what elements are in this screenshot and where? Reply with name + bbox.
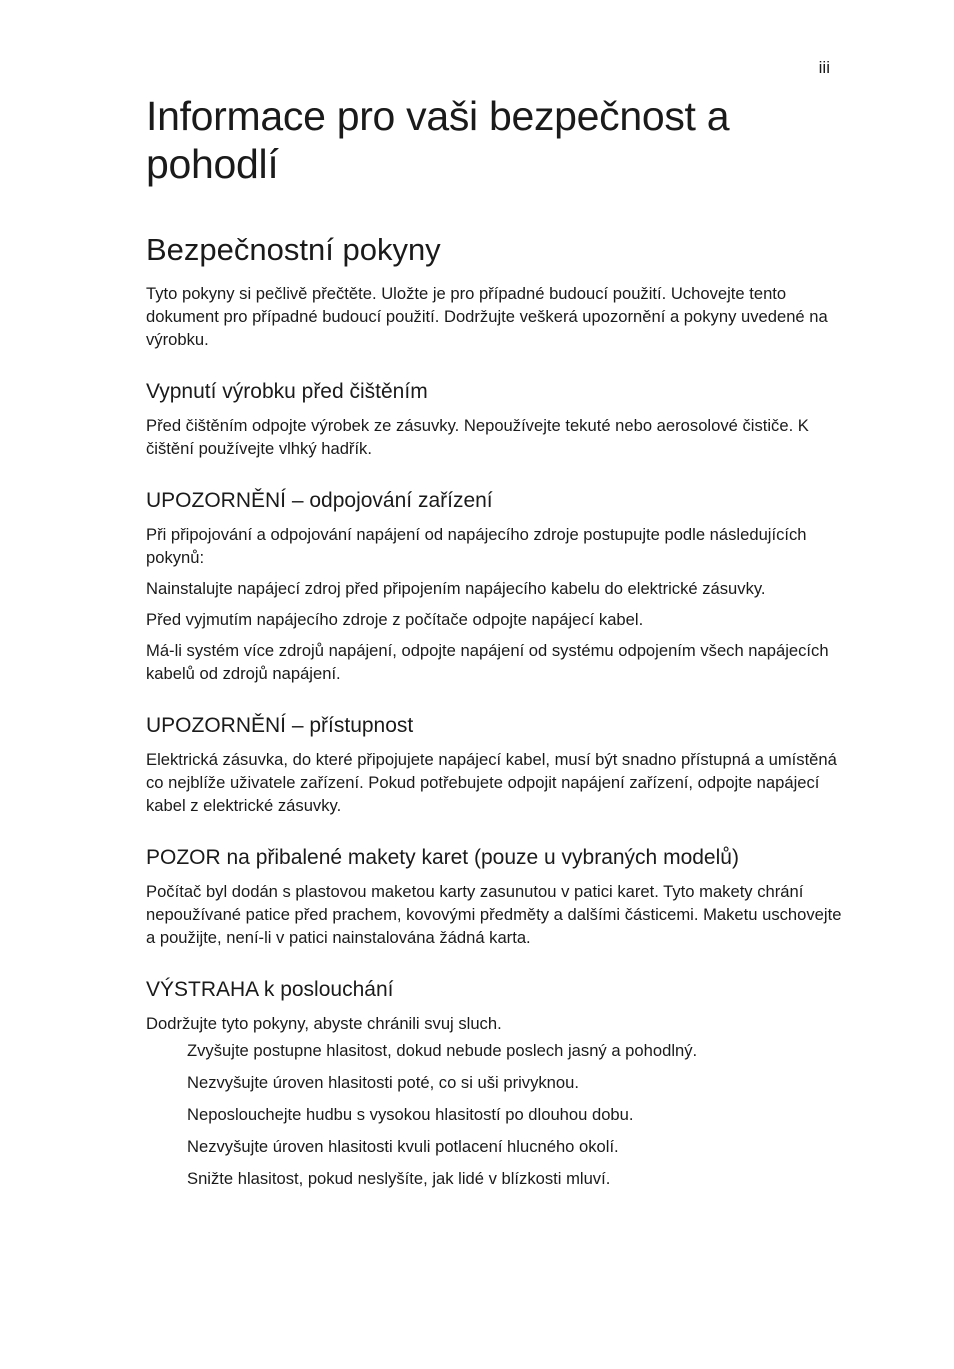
list-item: Neposlouchejte hudbu s vysokou hlasitostí po dlouhou dobu.	[187, 1105, 634, 1124]
page-number: iii	[818, 58, 830, 77]
list-item: Nezvyšujte úroven hlasitosti kvuli potlacení hlucného okolí.	[187, 1137, 619, 1156]
paragraph: Má-li systém více zdrojů napájení, odpojte napájení od systému odpojením všech napájecích kabelů od zdrojů napájení.	[146, 641, 829, 683]
section-heading: Vypnutí výrobku před čištěním	[146, 380, 428, 403]
paragraph: Počítač byl dodán s plastovou maketou karty zasunutou v patici karet. Tyto makety chrání nepoužívané patice před prachem, kovovými předměty a dalšími částicemi. Maketu uschovejte a použijte, není-li v patici nainstalována žádná karta.	[146, 882, 842, 947]
paragraph: Elektrická zásuvka, do které připojujete napájecí kabel, musí být snadno přístupná a umístěná co nejblíže uživatele zařízení. Pokud potřebujete odpojit napájení zařízení, odpojte napájecí kabel z elektrické zásuvky.	[146, 750, 837, 815]
paragraph: Před čištěním odpojte výrobek ze zásuvky. Nepoužívejte tekuté nebo aerosolové čističe. K čištění používejte vlhký hadřík.	[146, 416, 809, 458]
list-item: Zvyšujte postupne hlasitost, dokud nebude poslech jasný a pohodlný.	[187, 1041, 698, 1060]
list-item: Snižte hlasitost, pokud neslyšíte, jak lidé v blízkosti mluví.	[187, 1169, 611, 1188]
page-title: Informace pro vaši bezpečnost a pohodlí	[146, 93, 730, 187]
section-heading: UPOZORNĚNÍ – odpojování zařízení	[146, 489, 493, 512]
section-title: Bezpečnostní pokyny	[146, 232, 441, 267]
intro-paragraph: Tyto pokyny si pečlivě přečtěte. Uložte je pro případné budoucí použití. Uchovejte tento dokument pro případné budoucí použití. Dodržujte veškerá upozornění a pokyny uvedené na výrobku.	[146, 284, 828, 349]
hearing-tips-list	[146, 1039, 846, 1190]
section-heading: UPOZORNĚNÍ – přístupnost	[146, 714, 414, 737]
document-body	[146, 92, 846, 1199]
section-heading: VÝSTRAHA k poslouchání	[146, 978, 394, 1001]
paragraph: Dodržujte tyto pokyny, abyste chránili svuj sluch.	[146, 1014, 502, 1033]
paragraph: Při připojování a odpojování napájení od napájecího zdroje postupujte podle následujících pokynů:	[146, 525, 807, 567]
paragraph: Před vyjmutím napájecího zdroje z počítače odpojte napájecí kabel.	[146, 610, 644, 629]
paragraph: Nainstalujte napájecí zdroj před připojením napájecího kabelu do elektrické zásuvky.	[146, 579, 766, 598]
list-item: Nezvyšujte úroven hlasitosti poté, co si uši privyknou.	[187, 1073, 579, 1092]
section-heading: POZOR na přibalené makety karet (pouze u vybraných modelů)	[146, 846, 739, 869]
